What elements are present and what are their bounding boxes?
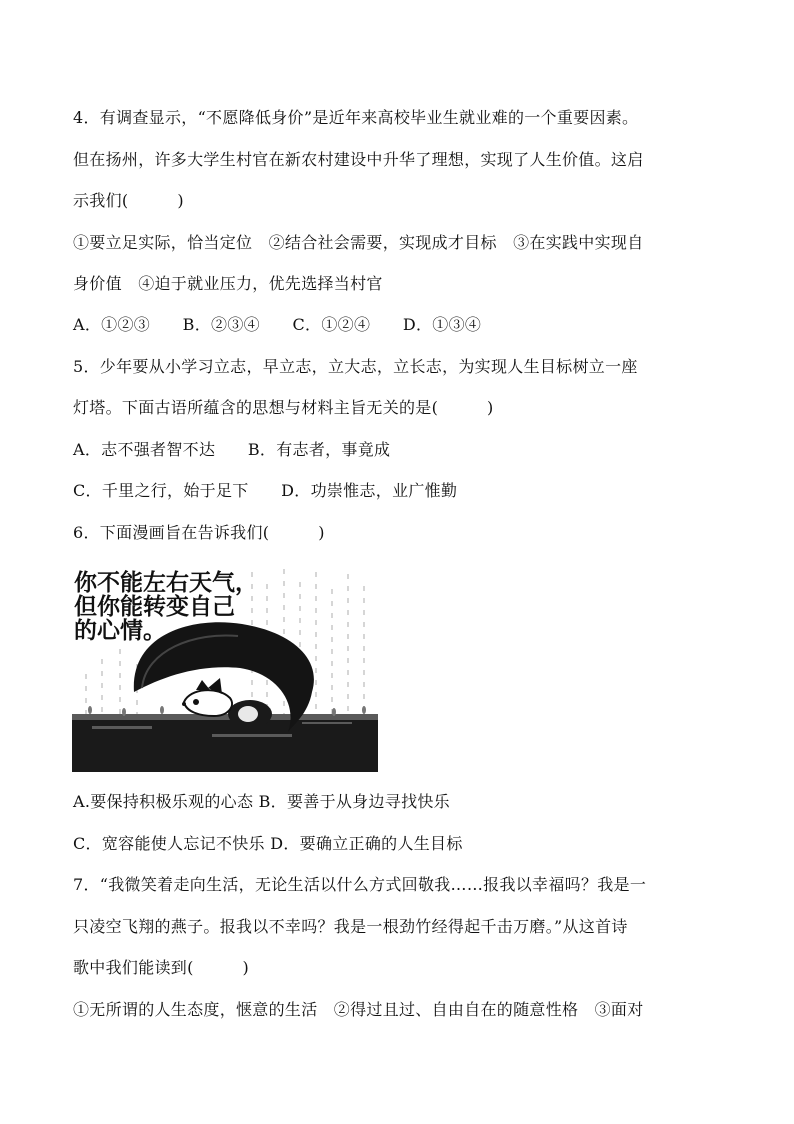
q7-line-2: 只凌空飞翔的燕子。报我以不幸吗？我是一根劲竹经得起千击万磨。”从这首诗	[73, 917, 628, 936]
q7-options-line-1: ①无所谓的人生态度，惬意的生活 ②得过且过、自由自在的随意性格 ③面对	[73, 1000, 644, 1019]
q4-line-1: 4．有调查显示，“不愿降低身价”是近年来高校毕业生就业难的一个重要因素。	[73, 108, 639, 127]
q6-choices-1: A.要保持积极乐观的心态 B．要善于从身边寻找快乐	[73, 792, 450, 811]
q6-choices-2: C．宽容能使人忘记不快乐 D．要确立正确的人生目标	[73, 834, 463, 853]
squirrel-under-tail-in-rain-icon	[72, 564, 378, 772]
comic-caption-line-2: 但你能转变自己	[74, 594, 235, 620]
q6-line-1: 6．下面漫画旨在告诉我们( )	[73, 523, 325, 542]
comic-image	[72, 564, 378, 772]
q5-choices-1: A．志不强者智不达 B．有志者，事竟成	[73, 440, 391, 459]
comic-caption-line-1: 你不能左右天气，	[74, 570, 258, 596]
q7-line-3: 歌中我们能读到( )	[73, 958, 250, 977]
q4-options-line-2: 身价值 ④迫于就业压力，优先选择当村官	[73, 274, 383, 293]
q4-choices: A．①②③ B．②③④ C．①②④ D．①③④	[73, 315, 482, 334]
q4-line-3: 示我们( )	[73, 191, 184, 210]
comic-caption-line-3: 的心情。	[74, 618, 166, 644]
q5-line-1: 5．少年要从小学习立志，早立志，立大志，立长志，为实现人生目标树立一座	[73, 357, 638, 376]
q4-line-2: 但在扬州，许多大学生村官在新农村建设中升华了理想，实现了人生价值。这启	[73, 150, 644, 169]
q5-choices-2: C．千里之行，始于足下 D．功崇惟志，业广惟勤	[73, 481, 458, 500]
q5-line-2: 灯塔。下面古语所蕴含的思想与材料主旨无关的是( )	[73, 398, 494, 417]
q7-line-1: 7．“我微笑着走向生活，无论生活以什么方式回敬我……报我以幸福吗？我是一	[73, 875, 647, 894]
q4-options-line-1: ①要立足实际，恰当定位 ②结合社会需要，实现成才目标 ③在实践中实现自	[73, 233, 644, 252]
